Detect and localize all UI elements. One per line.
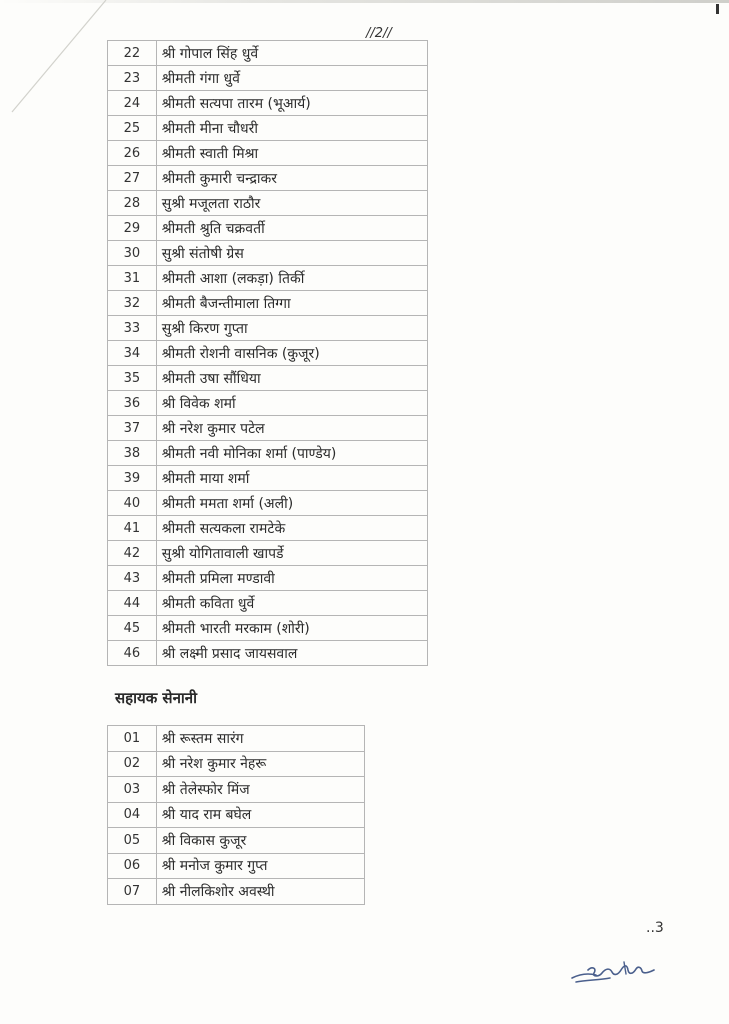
scan-corner-mark (716, 4, 719, 14)
serial-number: 35 (108, 366, 157, 391)
officer-name: श्री नरेश कुमार नेहरू (156, 751, 364, 777)
serial-number: 43 (108, 566, 157, 591)
table-row (108, 726, 365, 752)
serial-number: 28 (108, 191, 157, 216)
officer-name: श्रीमती भारती मरकाम (शोरी) (156, 616, 427, 641)
officer-name: सुश्री किरण गुप्ता (156, 316, 427, 341)
page-top-edge (0, 0, 729, 3)
officer-name: श्री नरेश कुमार पटेल (156, 416, 427, 441)
officer-name: श्री तेलेस्फोर मिंज (156, 777, 364, 803)
table-row (108, 591, 428, 616)
table-row (108, 777, 365, 803)
serial-number: 31 (108, 266, 157, 291)
serial-number: 01 (108, 726, 157, 752)
officer-name: श्रीमती मीना चौधरी (156, 116, 427, 141)
serial-number: 41 (108, 516, 157, 541)
serial-number: 07 (108, 879, 157, 905)
officer-name: सुश्री संतोषी ग्रेस (156, 241, 427, 266)
table-row (108, 853, 365, 879)
table-row (108, 416, 428, 441)
serial-number: 33 (108, 316, 157, 341)
table-row (108, 341, 428, 366)
serial-number: 40 (108, 491, 157, 516)
table-row (108, 879, 365, 905)
serial-number: 06 (108, 853, 157, 879)
officer-name: श्रीमती प्रमिला मण्डावी (156, 566, 427, 591)
officer-name: श्रीमती कविता धुर्वे (156, 591, 427, 616)
officer-name: श्रीमती कुमारी चन्द्राकर (156, 166, 427, 191)
serial-number: 32 (108, 291, 157, 316)
officer-name: श्रीमती स्वाती मिश्रा (156, 141, 427, 166)
officer-name: सुश्री मजूलता राठौर (156, 191, 427, 216)
officer-name: श्री रूस्तम सारंग (156, 726, 364, 752)
serial-number: 36 (108, 391, 157, 416)
serial-number: 42 (108, 541, 157, 566)
serial-number: 27 (108, 166, 157, 191)
table-row (108, 516, 428, 541)
serial-number: 46 (108, 641, 157, 666)
serial-number: 02 (108, 751, 157, 777)
table-row (108, 751, 365, 777)
serial-number: 05 (108, 828, 157, 854)
table-row (108, 116, 428, 141)
serial-number: 44 (108, 591, 157, 616)
officer-name: श्रीमती ममता शर्मा (अली) (156, 491, 427, 516)
officer-name: श्री याद राम बघेल (156, 802, 364, 828)
officer-name: श्रीमती माया शर्मा (156, 466, 427, 491)
serial-number: 30 (108, 241, 157, 266)
table-row (108, 216, 428, 241)
officer-name: श्री लक्ष्मी प्रसाद जायसवाल (156, 641, 427, 666)
table-row (108, 466, 428, 491)
table-row (108, 166, 428, 191)
serial-number: 24 (108, 91, 157, 116)
officer-name: श्रीमती रोशनी वासनिक (कुजूर) (156, 341, 427, 366)
officer-list-table (107, 40, 428, 666)
section-heading-assistant: सहायक सेनानी (115, 689, 197, 707)
table-row (108, 66, 428, 91)
serial-number: 23 (108, 66, 157, 91)
table-row (108, 491, 428, 516)
serial-number: 03 (108, 777, 157, 803)
table-row (108, 802, 365, 828)
officer-name: श्री नीलकिशोर अवस्थी (156, 879, 364, 905)
table-row (108, 366, 428, 391)
table-row (108, 828, 365, 854)
table-row (108, 91, 428, 116)
table-row (108, 641, 428, 666)
officer-name: श्रीमती बैजन्तीमाला तिग्गा (156, 291, 427, 316)
serial-number: 26 (108, 141, 157, 166)
next-page-marker: ..3 (646, 920, 664, 936)
serial-number: 39 (108, 466, 157, 491)
handwritten-signature (566, 956, 662, 992)
serial-number: 38 (108, 441, 157, 466)
assistant-commandant-table (107, 725, 365, 905)
officer-name: श्रीमती सत्यपा तारम (भूआर्य) (156, 91, 427, 116)
table-row (108, 266, 428, 291)
serial-number: 22 (108, 41, 157, 66)
officer-name: श्रीमती उषा सौंधिया (156, 366, 427, 391)
officer-name: श्रीमती सत्यकला रामटेके (156, 516, 427, 541)
serial-number: 34 (108, 341, 157, 366)
table-row (108, 241, 428, 266)
serial-number: 25 (108, 116, 157, 141)
table-row (108, 41, 428, 66)
officer-name: श्रीमती गंगा धुर्वे (156, 66, 427, 91)
page-number: //2// (366, 26, 392, 41)
serial-number: 04 (108, 802, 157, 828)
table-row (108, 566, 428, 591)
officer-name: श्री मनोज कुमार गुप्त (156, 853, 364, 879)
officer-name: श्री विकास कुजूर (156, 828, 364, 854)
table-row (108, 141, 428, 166)
table-row (108, 316, 428, 341)
officer-name: सुश्री योगितावाली खापर्डे (156, 541, 427, 566)
table-row (108, 616, 428, 641)
officer-name: श्रीमती श्रुति चक्रवर्ती (156, 216, 427, 241)
serial-number: 29 (108, 216, 157, 241)
table-row (108, 391, 428, 416)
officer-name: श्रीमती आशा (लकड़ा) तिर्की (156, 266, 427, 291)
table-row (108, 291, 428, 316)
officer-name: श्रीमती नवी मोनिका शर्मा (पाण्डेय) (156, 441, 427, 466)
serial-number: 45 (108, 616, 157, 641)
table-row (108, 191, 428, 216)
serial-number: 37 (108, 416, 157, 441)
officer-name: श्री गोपाल सिंह धुर्वे (156, 41, 427, 66)
table-row (108, 441, 428, 466)
table-row (108, 541, 428, 566)
officer-name: श्री विवेक शर्मा (156, 391, 427, 416)
